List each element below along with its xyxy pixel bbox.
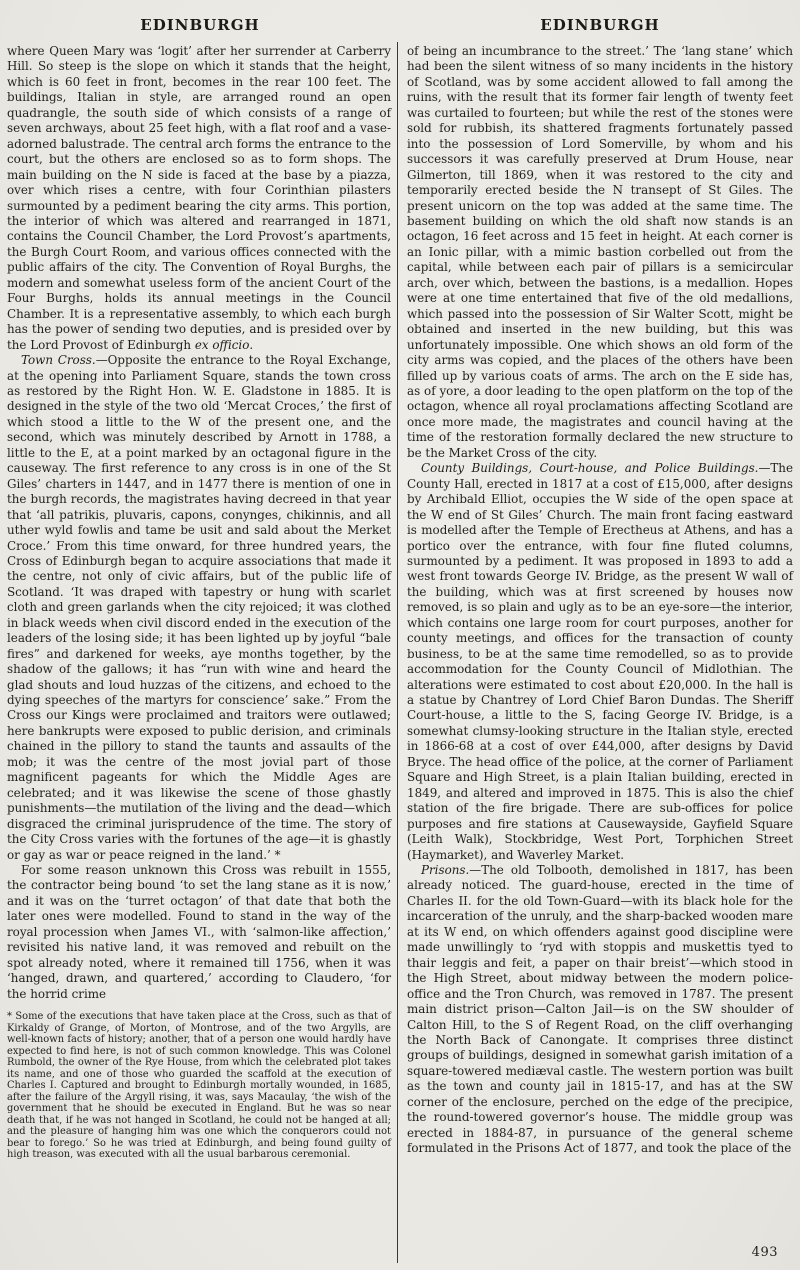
text-run: .: [249, 337, 254, 352]
paragraph: [7, 44, 391, 353]
page-number: 493: [751, 1245, 778, 1260]
paragraph: [407, 44, 793, 461]
text-run: of being an incumbrance to the street.’ The ‘lang stane’ which had been the silent witness of so many incidents in the history of Scotland, was by some accident allowed to fall among the ruins, with the result that its former fair length of twenty feet was curtailed to fourteen; but while the rest of the stones were sold for rubbish, its shattered fragments fortunately passed into the possession of Lord Somerville, by whom and his successors it was carefully preserved at Drum House, near Gilmerton, till 1869, when it was restored to the city and temporarily erected beside the N transept of St Giles. The present unicorn on the top was added at the same time. The basement building on which the old shaft now stands is an octagon, 16 feet across and 15 feet in height. At each corner is an Ionic pillar, with a mimic bastion corbelled out from the capital, while between each pair of pillars is a semicircular arch, over which, between the bastions, is a medallion. Hopes were at one time entertained that five of the old medallions, which passed into the possession of Sir Walter Scott, might be obtained and inserted in the new building, but this was unfortunately impossible. One which shows an old form of the city arms was copied, and the places of the others have been filled up by various coats of arms. The arch on the E side has, as of yore, a door leading to the open platform on the top of the octagon, whence all royal proclamations affecting Scotland are once more made, the magistrates and council having at the time of the restoration formally declared the new structure to be the Market Cross of the city.: [407, 44, 793, 460]
footnote: [7, 1011, 391, 1161]
italic-run: ex officio: [194, 337, 250, 352]
text-run: For some reason unknown this Cross was rebuilt in 1555, the contractor being bound ‘to set the lang stane as it is now,’ and it was on the ‘turret octagon’ of that date that both the later ones were modelled. Found to stand in the way of the royal procession when James VI., with ‘salmon-like affection,’ revisited his native land, it was removed and rebuilt on the spot already noted, where it remained till 1756, when it was ‘hanged, drawn, and quartered,’ according to Claudero, ‘for the horrid crime: [7, 863, 391, 1001]
text-run: * Some of the executions that have taken place at the Cross, such as that of Kirkaldy of Grange, of Morton, of Montrose, and of the two Argylls, are well-known facts of history; another, that of a person one would hardly have expected to find here, is not of such common knowledge. This was Colonel Rumbold, the owner of the Rye House, from which the celebrated plot takes its name, and one of those who guarded the scaffold at the execution of Charles I. Captured and brought to Edinburgh mortally wounded, in 1685, after the failure of the Argyll rising, it was, says Macaulay, ‘the wish of the government that he should be executed in England. But he was so near death that, if he was not hanged in Scotland, he could not be hanged at all; and the pleasure of hanging him was one which the conquerors could not bear to forego.’ So he was tried at Edinburgh, and being found guilty of high treason, was executed with all the usual barbarous ceremonial.: [7, 1011, 391, 1161]
footnote-paragraph: [7, 1011, 391, 1161]
text-run: —The old Tolbooth, demolished in 1817, has been already noticed. The guard-house, erected in the time of Charles II. for the old Town-Guard—with its black hole for the incarceration of the unruly, and the sharp-backed wooden mare at its W end, on which offenders against good discipline were made unwillingly to ‘ryd with stoppis and muskettis tyed to thair leggis and feit, a paper on thair breist’—which stood in the High Street, about midway between the modern police-office and the Tron Church, was removed in 1787. The present main district prison—Calton Jail—is on the SW shoulder of Calton Hill, to the S of Regent Road, on the cliff overhanging the North Back of Canongate. It comprises three distinct groups of buildings, designed in somewhat garish imitation of a square-towered mediæval castle. The western portion was built as the town and county jail in 1815-17, and has at the SW corner of the enclosure, perched on the edge of the precipice, the round-towered governor’s house. The middle group was erected in 1884-87, in pursuance of the general scheme formulated in the Prisons Act of 1877, and took the place of the: [407, 863, 793, 1156]
paragraph: [407, 863, 793, 1157]
italic-run: Town Cross.: [21, 353, 96, 368]
text-run: —The County Hall, erected in 1817 at a cost of £15,000, after designs by Archibald Elliot, occupies the W side of the open space at the W end of St Giles’ Church. The main front facing eastward is modelled after the Temple of Erectheus at Athens, and has a portico over the entrance, with four fine fluted columns, surmounted by a pediment. It was proposed in 1893 to add a west front towards George IV. Bridge, as the present W wall of the building, which was at first screened by houses now removed, is so plain and ugly as to be an eye-sore—the interior, which contains one large room for court purposes, another for county meetings, and offices for the transaction of county business, to be at the same time remodelled, so as to provide accommodation for the County Council of Midlothian. The alterations were estimated to cost about £20,000. In the hall is a statue by Chantrey of Lord Chief Baron Dundas. The Sheriff Court-house, a little to the S, facing George IV. Bridge, is a somewhat clumsy-looking structure in the Italian style, erected in 1866-68 at a cost of over £44,000, after designs by David Bryce. The head office of the police, at the corner of Parliament Square and High Street, is a plain Italian building, erected in 1849, and altered and improved in 1875. This is also the chief station of the fire brigade. There are sub-offices for police purposes and fire stations at Causewayside, Gayfield Square (Leith Walk), Stockbridge, West Port, Torphichen Street (Haymarket), and Waverley Market.: [407, 461, 793, 862]
italic-run: Prisons.: [421, 863, 470, 878]
column-divider: [397, 42, 398, 1263]
running-head: [0, 16, 800, 34]
left-column: [7, 44, 391, 1161]
italic-run: County Buildings, Court-house, and Police Buildings.: [421, 461, 759, 476]
paragraph: [407, 461, 793, 863]
text-run: —Opposite the entrance to the Royal Exchange, at the opening into Parliament Square, stands the town cross as restored by the Right Hon. W. E. Gladstone in 1885. It is designed in the style of the two old ‘Mercat Croces,’ the first of which stood a little to the W of the present one, and the second, which was minutely described by Arnott in 1788, a little to the E, at a point marked by an octagonal figure in the causeway. The first reference to any cross is in one of the St Giles’ charters in 1447, and in 1477 there is mention of one in the burgh records, the magistrates having decreed in that year that ‘all patrikis, pluvaris, capons, conynges, chikinnis, and all uther wyld fowlis and tame be usit and sald about the Merket Croce.’ From this time onward, for three hundred years, the Cross of Edinburgh began to acquire associations that made it the centre, not only of civic affairs, but of the public life of Scotland. ‘It was draped with tapestry or hung with scarlet cloth and green garlands when the city rejoiced; it was clothed in black weeds when civil discord ended in the execution of the leaders of the losing side; it has been lighted up by joyful “bale fires” and darkened for weeks, aye months together, by the shadow of the gallows; it has “run with wine and heard the glad shouts and loud huzzas of the citizens, and echoed to the dying speeches of the martyrs for conscience’ sake.” From the Cross our Kings were proclaimed and traitors were outlawed; here bankrupts were exposed to public derision, and criminals chained in the pillory to stand the taunts and assaults of the mob; it was the centre of the most jovial part of those magnificent pageants for which the Middle Ages are celebrated; and it was likewise the scene of those ghastly punishments—the mutilation of the living and the dead—which disgraced the criminal jurisprudence of the time. The story of the City Cross varies with the fortunes of the age—it is ghastly or gay as war or peace reigned in the land.’ *: [7, 353, 391, 862]
right-column: [407, 44, 793, 1157]
running-head-right: EDINBURGH: [540, 16, 660, 34]
paragraph: [7, 353, 391, 863]
text-run: where Queen Mary was ‘logit’ after her surrender at Carberry Hill. So steep is the slope on which it stands that the height, which is 60 feet in front, becomes in the rear 100 feet. The buildings, Italian in style, are arranged round an open quadrangle, the south side of which consists of a range of seven archways, about 25 feet high, with a flat roof and a vase-adorned balustrade. The central arch forms the entrance to the court, but the others are enclosed so as to form shops. The main building on the N side is faced at the base by a piazza, over which rises a centre, with four Corinthian pilasters surmounted by a pediment bearing the city arms. This portion, the interior of which was altered and rearranged in 1871, contains the Council Chamber, the Lord Provost’s apartments, the Burgh Court Room, and various offices connected with the public affairs of the city. The Convention of Royal Burghs, the modern and somewhat useless form of the ancient Court of the Four Burghs, holds its annual meetings in the Council Chamber. It is a representative assembly, to which each burgh has the power of sending two deputies, and is presided over by the Lord Provost of Edinburgh: [7, 44, 391, 352]
paragraph: [7, 863, 391, 1002]
running-head-left: EDINBURGH: [140, 16, 260, 34]
